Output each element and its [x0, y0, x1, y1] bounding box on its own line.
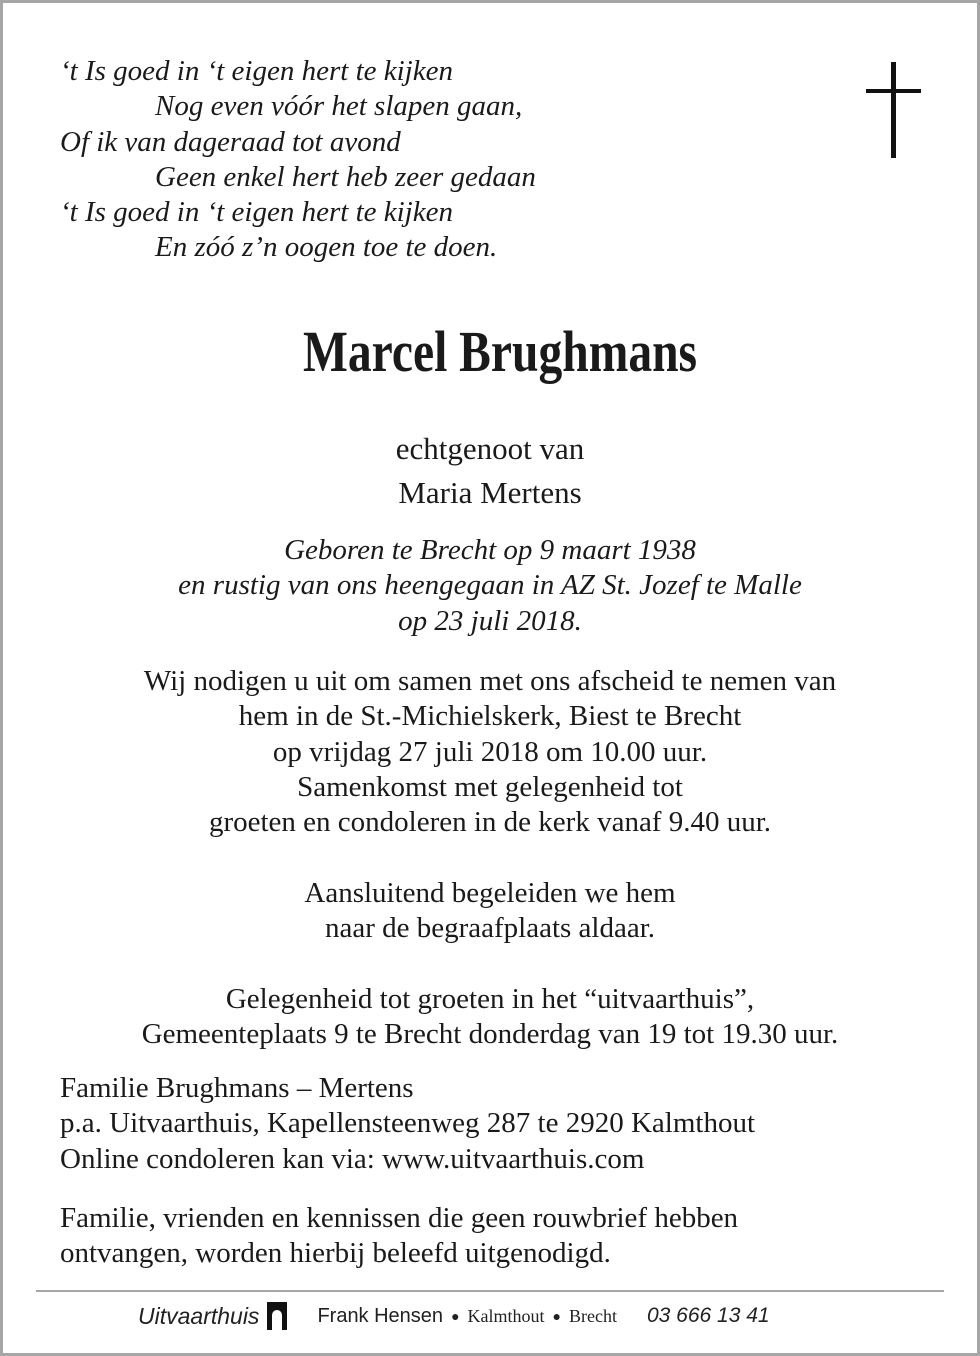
text-line: groeten en condoleren in de kerk vanaf 9.40 uur. [208, 806, 772, 839]
relation-line: echtgenoot van [395, 431, 585, 466]
poem-line: ‘t Is goed in ‘t eigen hert te kijken [60, 196, 453, 229]
text-line: Gemeenteplaats 9 te Brecht donderdag van 19 tot 19.30 uur. [141, 1017, 839, 1050]
spouse-name: Maria Mertens [398, 475, 582, 510]
text-line: Gelegenheid tot groeten in het “uitvaarthuis”, [225, 982, 755, 1015]
poem-line: En zóó z’n oogen toe te doen. [155, 231, 498, 264]
text-line: hem in de St.-Michielskerk, Biest te Brecht [238, 700, 742, 733]
footer-person: Frank Hensen [317, 1304, 444, 1327]
footer [138, 1301, 770, 1331]
footer-location: Brecht [569, 1305, 617, 1326]
poem-line: ‘t Is goed in ‘t eigen hert te kijken [60, 55, 453, 87]
bullet-icon: ● [451, 1308, 460, 1324]
text-line: p.a. Uitvaarthuis, Kapellensteenweg 287 te 2920 Kalmthout [60, 1107, 756, 1140]
text-line: op 23 juli 2018. [398, 604, 582, 637]
arch-logo-icon [267, 1302, 287, 1330]
poem [60, 54, 536, 266]
cross-icon [866, 62, 921, 158]
divider [36, 1290, 944, 1292]
footer-location: Kalmthout [467, 1305, 545, 1326]
text-line: Familie, vrienden en kennissen die geen rouwbrief hebben [60, 1202, 739, 1234]
text-line: ontvangen, worden hierbij beleefd uitgenodigd. [60, 1237, 611, 1270]
text-line: Wij nodigen u uit om samen met ons afscheid te nemen van [143, 665, 837, 697]
condolence-link[interactable]: Online condoleren kan via: www.uitvaarthuis.com [60, 1142, 645, 1175]
text-line: Samenkomst met gelegenheid tot [297, 770, 683, 803]
text-line: Aansluitend begeleiden we hem [304, 876, 676, 909]
relation [0, 427, 980, 515]
invitation [0, 664, 980, 1052]
closing-note [60, 1201, 738, 1272]
poem-line: Nog even vóór het slapen gaan, [155, 90, 523, 123]
birth-death-info [0, 533, 980, 639]
text-line: Geboren te Brecht op 9 maart 1938 [284, 534, 696, 566]
text-line: Familie Brughmans – Mertens [60, 1072, 414, 1104]
text-line: en rustig van ons heengegaan in AZ St. Jozef te Malle [178, 569, 802, 602]
poem-line: Of ik van dageraad tot avond [60, 125, 401, 158]
deceased-name: Marcel Brughmans [302, 319, 698, 384]
text-line: naar de begraafplaats aldaar. [324, 912, 656, 945]
family-info [60, 1071, 755, 1177]
poem-line: Geen enkel hert heb zeer gedaan [155, 160, 536, 193]
footer-phone: 03 666 13 41 [646, 1304, 770, 1327]
bullet-icon: ● [552, 1308, 561, 1324]
text-line: op vrijdag 27 juli 2018 om 10.00 uur. [272, 735, 708, 768]
footer-brand: Uitvaarthuis [138, 1302, 260, 1329]
